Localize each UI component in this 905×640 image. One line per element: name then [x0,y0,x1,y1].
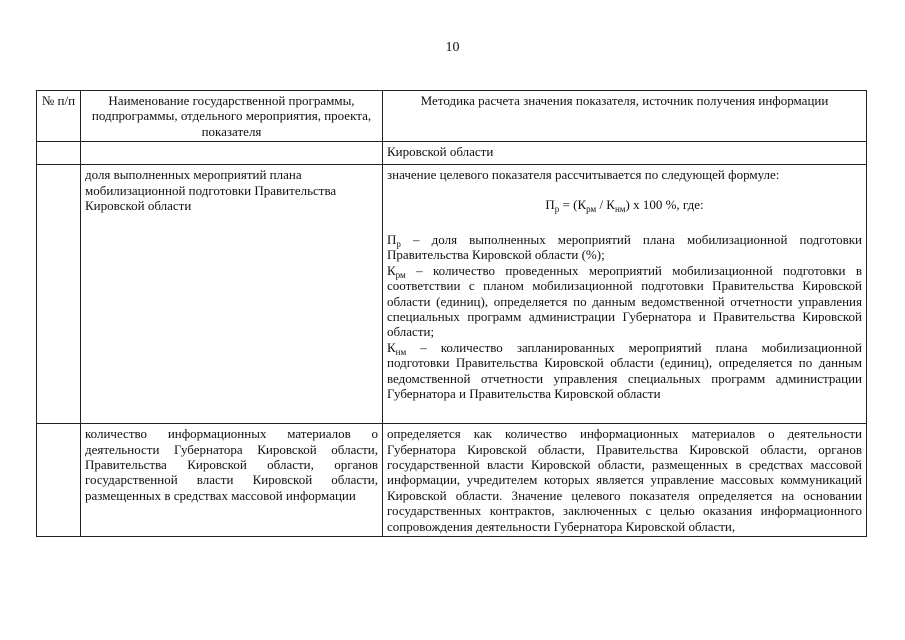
definition-knm: $К_{нм}$ – количество запланированных мероприятий плана мобилизационной подготовки Правительства Кировской области (единиц), определяется по данным ведомственной отчетности управления специальных программ администрации Губернатора и Правительства Кировской области [387,339,862,402]
row-method [383,165,867,424]
row-number [37,165,81,424]
definition-krm: $К_{рм}$ – количество проведенных мероприятий мобилизационной подготовки в соответствии с планом мобилизационной подготовки Правительства Кировской области (единиц), определяется по данным ведомственной отчетности управления специальных программ администрации Губернатора и Правительства Кировской области; [387,262,862,340]
table-header-row [37,91,867,142]
row-name: доля выполненных мероприятий плана мобилизационной подготовки Правительства Кировской области [81,165,383,424]
table-row [37,165,867,424]
definition-pr: $П_р$ – доля выполненных мероприятий плана мобилизационной подготовки Правительства Кировской области (%); [387,232,862,263]
formula: $П_р = (К_{рм} / К_{нм})$ х 100 %, где: [545,196,704,214]
table-row [37,142,867,165]
row-name: количество информационных материалов о деятельности Губернатора Кировской области, Правительства Кировской области, органов государственной власти Кировской области, размещенных в средствах массовой информации [81,424,383,537]
header-name: Наименование государственной программы, подпрограммы, отдельного мероприятия, проекта, показателя [81,91,383,142]
header-number: № п/п [37,91,81,142]
row-method: Кировской области [383,142,867,165]
table-row [37,424,867,537]
indicator-methodology-table [36,90,867,537]
row-name [81,142,383,165]
page-number: 10 [445,40,460,55]
row-number [37,142,81,165]
header-method: Методика расчета значения показателя, источник получения информации [383,91,867,142]
row-method: определяется как количество информационных материалов о деятельности Губернатора Кировской области, Правительства Кировской области, органов государственной власти Кировской области, размещенных в средствах массовой информации, учредителем которых является управление массовых коммуникаций Кировской области. Значение целевого показателя определяется на основании государственных контрактов, заключенных с целью оказания информационного сопровождения деятельности Губернатора Кировской области, [383,424,867,537]
row-number [37,424,81,537]
method-intro: значение целевого показателя рассчитывается по следующей формуле: [387,167,780,183]
